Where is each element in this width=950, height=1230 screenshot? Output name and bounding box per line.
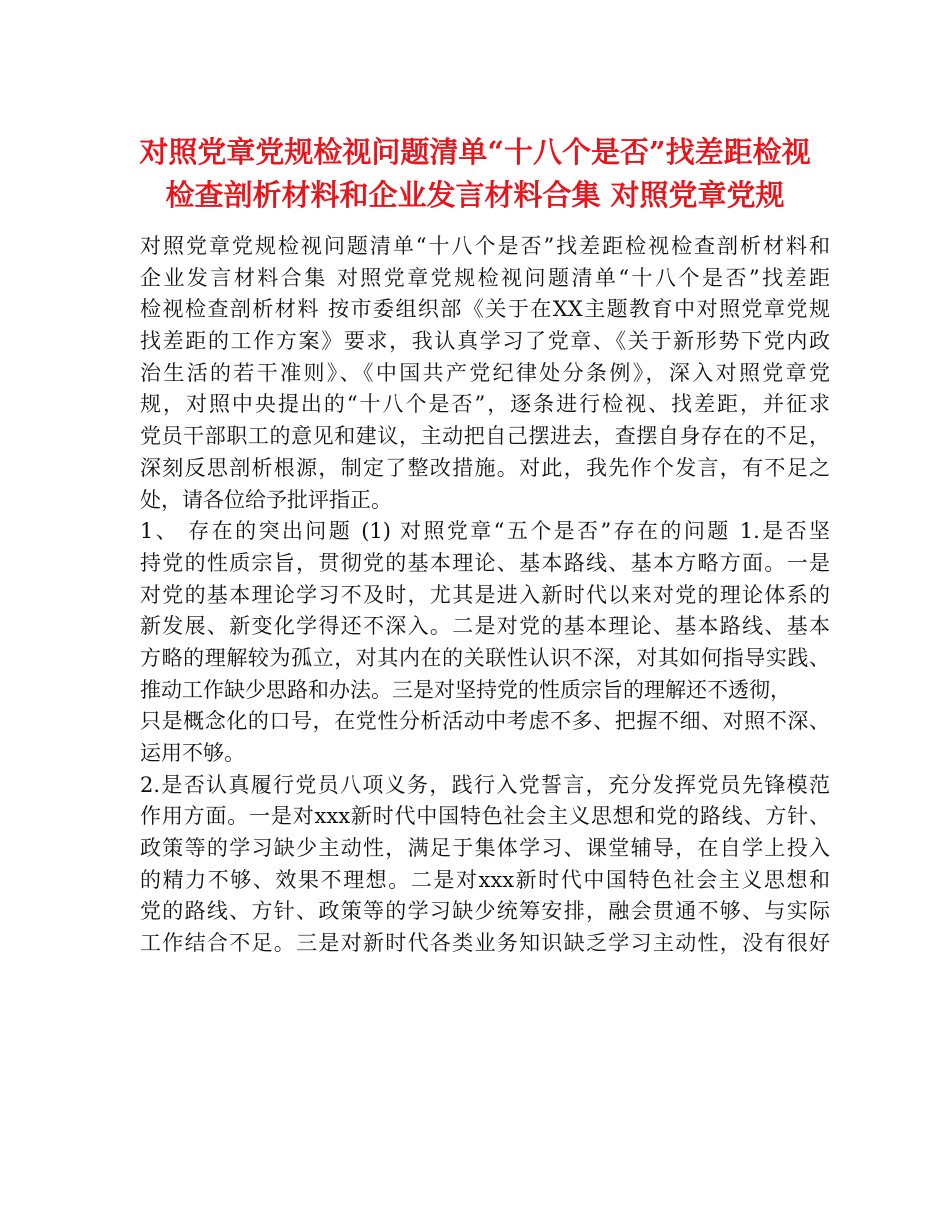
body-line: 对党的基本理论学习不及时，尤其是进入新时代以来对党的理论体系的 xyxy=(140,582,830,607)
body-line: 检视检查剖析材料 按市委组织部《关于在XX主题教育中对照党章党规 xyxy=(140,297,830,322)
body-line: 持党的性质宗旨，贯彻党的基本理论、基本路线、基本方略方面。一是 xyxy=(140,550,830,575)
body-line: 政策等的学习缺少主动性，满足于集体学习、课堂辅导，在自学上投入 xyxy=(140,836,830,861)
body-line: 2.是否认真履行党员八项义务，践行入党誓言，充分发挥党员先锋模范 xyxy=(140,772,830,797)
body-line: 党的路线、方针、政策等的学习缺少统筹安排，融会贯通不够、与实际 xyxy=(140,899,830,924)
body-line: 新发展、新变化学得还不深入。二是对党的基本理论、基本路线、基本 xyxy=(140,614,830,639)
body-line: 治生活的若干准则》、《中国共产党纪律处分条例》，深入对照党章党 xyxy=(140,360,830,385)
body-line: 只是概念化的口号，在党性分析活动中考虑不多、把握不细、对照不深、 xyxy=(140,709,830,734)
body-line: 的精力不够、效果不理想。二是对xxx新时代中国特色社会主义思想和 xyxy=(140,867,830,892)
document-title-line-2: 检查剖析材料和企业发言材料合集 对照党章党规 xyxy=(165,178,785,212)
body-line: 规，对照中央提出的“十八个是否”，逐条进行检视、找差距，并征求 xyxy=(140,392,830,417)
body-line: 工作结合不足。三是对新时代各类业务知识缺乏学习主动性，没有很好 xyxy=(140,931,830,956)
document-title-line-1: 对照党章党规检视问题清单“十八个是否”找差距检视 xyxy=(139,135,811,169)
body-line: 企业发言材料合集 对照党章党规检视问题清单“十八个是否”找差距 xyxy=(140,265,830,290)
body-line: 处，请各位给予批评指正。 xyxy=(140,487,392,512)
body-line: 推动工作缺少思路和办法。三是对坚持党的性质宗旨的理解还不透彻， xyxy=(140,677,791,702)
body-line: 深刻反思剖析根源，制定了整改措施。对此，我先作个发言，有不足之 xyxy=(140,455,830,480)
body-line: 党员干部职工的意见和建议，主动把自己摆进去，查摆自身存在的不足， xyxy=(140,424,830,449)
body-line: 对照党章党规检视问题清单“十八个是否”找差距检视检查剖析材料和 xyxy=(140,234,830,258)
body-line: 运用不够。 xyxy=(140,741,245,765)
body-line: 找差距的工作方案》要求，我认真学习了党章、《关于新形势下党内政 xyxy=(140,329,830,354)
document-body xyxy=(140,231,830,960)
body-line: 1、 存在的突出问题 (1) 对照党章“五个是否”存在的问题 1.是否坚 xyxy=(140,519,830,544)
body-line: 方略的理解较为孤立，对其内在的关联性认识不深，对其如何指导实践、 xyxy=(140,645,830,670)
body-line: 作用方面。一是对xxx新时代中国特色社会主义思想和党的路线、方针、 xyxy=(140,804,830,829)
